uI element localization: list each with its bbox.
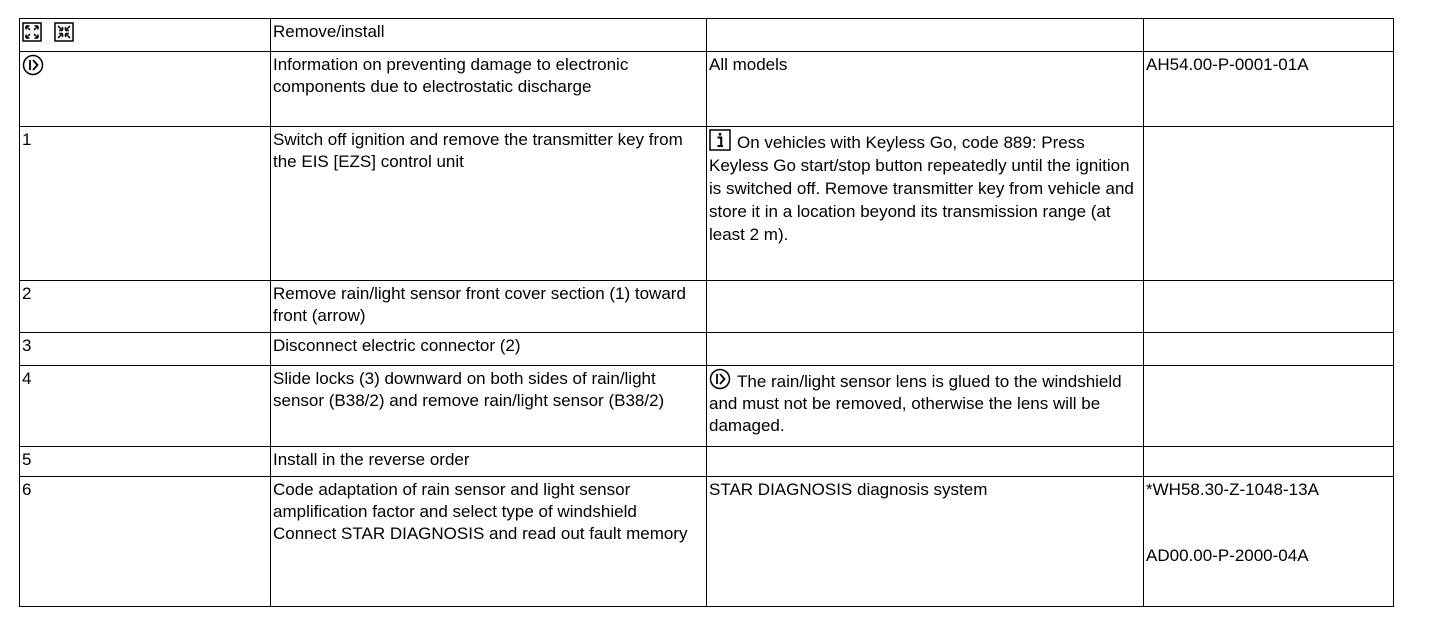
step-description	[271, 477, 707, 607]
icons-cell	[20, 19, 271, 52]
step-number: 2	[20, 281, 271, 333]
esd-reference: AH54.00-P-0001-01A	[1144, 52, 1394, 127]
step-row	[20, 127, 1394, 281]
install-icon	[54, 22, 74, 42]
remove-icon	[22, 22, 42, 42]
step-row	[20, 447, 1394, 477]
step-row	[20, 477, 1394, 607]
attention-icon	[22, 54, 44, 76]
step-reference	[1144, 333, 1394, 366]
attention-icon	[709, 368, 731, 390]
step-description-b: Connect STAR DIAGNOSIS and read out fault memory	[273, 524, 688, 543]
esd-description: Information on preventing damage to electronic components due to electrostatic discharge	[271, 52, 707, 127]
step-row	[20, 333, 1394, 366]
info-icon	[709, 129, 731, 151]
step-description: Remove rain/light sensor front cover section (1) toward front (arrow)	[271, 281, 707, 333]
header-row	[20, 19, 1394, 52]
step-description: Slide locks (3) downward on both sides of rain/light sensor (B38/2) and remove rain/light sensor (B38/2)	[271, 366, 707, 447]
step-number: 5	[20, 447, 271, 477]
step-note	[707, 281, 1144, 333]
step-note: STAR DIAGNOSIS diagnosis system	[707, 477, 1144, 607]
step-reference-a: *WH58.30-Z-1048-13A	[1146, 480, 1319, 499]
step-note	[707, 447, 1144, 477]
step-note-text: The rain/light sensor lens is glued to the windshield and must not be removed, otherwise the lens will be damaged.	[709, 372, 1122, 435]
step-number: 6	[20, 477, 271, 607]
step-note	[707, 333, 1144, 366]
step-reference	[1144, 477, 1394, 607]
header-empty-ref	[1144, 19, 1394, 52]
header-empty-note	[707, 19, 1144, 52]
step-reference	[1144, 127, 1394, 281]
esd-icon-cell	[20, 52, 271, 127]
step-number: 1	[20, 127, 271, 281]
step-note-text: On vehicles with Keyless Go, code 889: Press Keyless Go start/stop button repeatedly until the ignition is switched off. Remove transmitter key from vehicle and store it in a location beyond its transmission range (at least 2 m).	[709, 133, 1134, 244]
step-reference	[1144, 366, 1394, 447]
step-number: 4	[20, 366, 271, 447]
step-reference	[1144, 281, 1394, 333]
step-description: Disconnect electric connector (2)	[271, 333, 707, 366]
step-note	[707, 366, 1144, 447]
step-row	[20, 281, 1394, 333]
step-description: Install in the reverse order	[271, 447, 707, 477]
step-reference	[1144, 447, 1394, 477]
step-description: Switch off ignition and remove the transmitter key from the EIS [EZS] control unit	[271, 127, 707, 281]
esd-row	[20, 52, 1394, 127]
header-title: Remove/install	[271, 19, 707, 52]
esd-applicability: All models	[707, 52, 1144, 127]
procedure-table	[19, 18, 1394, 607]
step-description-a: Code adaptation of rain sensor and light sensor amplification factor and select type of windshield	[273, 480, 637, 521]
step-row	[20, 366, 1394, 447]
step-reference-b: AD00.00-P-2000-04A	[1146, 546, 1309, 565]
step-note	[707, 127, 1144, 281]
step-number: 3	[20, 333, 271, 366]
